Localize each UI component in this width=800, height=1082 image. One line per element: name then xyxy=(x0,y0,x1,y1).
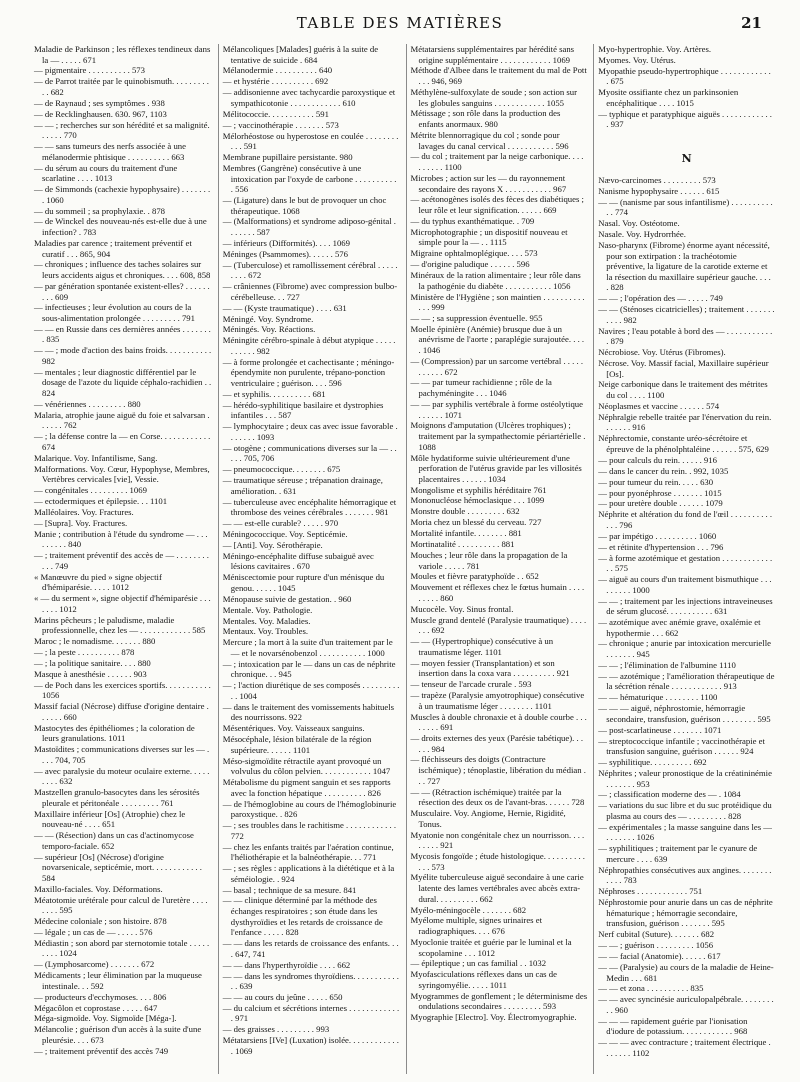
index-entry: — — par tumeur rachidienne ; rôle de la pachyméningite . . . 1046 xyxy=(410,377,552,399)
index-entry: — — — rapidement guérie par l'ionisation d'iodure de potassium. . . . . . . . . . . . 968 xyxy=(598,1015,748,1037)
index-entry: — — est-elle curable? . . . . . 970 xyxy=(222,518,339,529)
index-entry: Mononucléose hémoclasique . . . 1099 xyxy=(410,495,545,506)
index-entry: — — ; guérison . . . . . . . . . 1056 xyxy=(598,940,714,951)
index-entry: Muscles à double chronaxie et à double courbe . . . . . . . . 691 xyxy=(410,711,587,733)
index-entry: — — et zona . . . . . . . . . . 835 xyxy=(598,983,704,994)
index-entry: Méningo-encéphalite diffuse subaiguë avec lésions cavitaires . 670 xyxy=(222,550,374,572)
index-entry: — de l'hémoglobine au cours de l'hémoglobinurie paroxystique. . 826 xyxy=(222,798,397,820)
index-entry: Musculaire. Voy. Angiome, Hernie, Rigidité, Tonus. xyxy=(410,808,566,829)
index-entry: « Manœuvre du pied » signe objectif d'hémiparésie. . . . . 1012 xyxy=(34,571,162,593)
index-entry: Marins pêcheurs ; le paludisme, maladie professionnelle, chez les — . . . . . . . . . . . . 585 xyxy=(34,614,206,636)
index-entry: Mésentériques. Voy. Vaisseaux sanguins. xyxy=(222,723,365,734)
index-entry: — de Poch dans les exercices sportifs. . . . . . . . . . . 1056 xyxy=(34,679,211,701)
index-entry: — (Compression) par un sarcome vertébral . . . . . . . . . . . 672 xyxy=(410,355,583,377)
index-entry: — des graisses . . . . . . . . . 993 xyxy=(222,1024,330,1035)
index-entry: — chronique ; anurie par intoxication mercurielle . . . . . . . 945 xyxy=(598,638,771,660)
index-entry: Mastoïdites ; communications diverses sur les — . . . . 704, 705 xyxy=(34,744,210,765)
index-entry: — — en Russie dans ces dernières années . . . . . . . . 835 xyxy=(34,323,211,345)
index-entry: — [Anti]. Voy. Sérothérapie. xyxy=(222,539,323,550)
index-entry: Nécrobiose. Voy. Utérus (Fibromes). xyxy=(598,347,726,358)
index-entry: — — — avec contracture ; traitement électrique . . . . . . . 1102 xyxy=(598,1037,771,1058)
index-entry: — — (Hypertrophique) consécutive à un traumatisme léger. 1101 xyxy=(410,636,554,657)
index-entry: Minéraux de la ration alimentaire ; leur rôle dans la pathogénie du diabète . . . . . . . . . . . 1056 xyxy=(410,270,581,291)
index-entry: Membrane pupillaire persistante. 980 xyxy=(222,152,353,163)
index-entry: Neige carbonique dans le traitement des métrites du col . . . . 1100 xyxy=(598,379,768,401)
index-entry: — syphilitique. . . . . . . . . . 692 xyxy=(598,757,707,768)
index-entry: — lymphocytaire ; deux cas avec issue favorable . . . . . . . 1093 xyxy=(222,421,398,442)
index-entry: Navires ; l'eau potable à bord des — . . . . . . . . . . . . 879 xyxy=(598,325,773,347)
index-entry: — expérimentales ; la masse sanguine dans les — . . . . . . . 1026 xyxy=(598,821,772,843)
index-entry: Mélanodermie . . . . . . . . . . 640 xyxy=(222,65,333,76)
index-entry: Malléolaires. Voy. Fractures. xyxy=(34,506,134,517)
page-title: TABLE DES MATIÈRES xyxy=(296,14,504,32)
index-entry: — — dans l'hyperthyroïdie . . . . 662 xyxy=(222,959,351,970)
index-entry: Myélo-méningocèle . . . . . . . 682 xyxy=(410,904,527,915)
index-entry: — streptococcique infantile ; vaccinothérapie et transfusion sanguine, guérison . . . . . . 924 xyxy=(598,735,765,757)
index-entry: Méningite cérébro-spinale à début atypique . . . . . . . . . . . 982 xyxy=(222,335,396,356)
index-entry: — ; traitement préventif des accès 749 xyxy=(34,1045,169,1056)
index-entry: — — (Paralysie) au cours de la maladie de Heine-Medin . . . 681 xyxy=(598,961,774,983)
index-entry: — otogène ; communications diverses sur la — . . . . . 705, 706 xyxy=(222,442,397,464)
index-entry: — variations du suc libre et du suc protéidique du plasma au cours des — . . . . . . . . . 828 xyxy=(598,800,772,821)
index-entry: Nasal. Voy. Ostéotome. xyxy=(598,218,680,229)
index-entry: — ; la politique sanitaire. . . . 880 xyxy=(34,657,151,668)
index-entry: — — ; sa suppression éventuelle. 955 xyxy=(410,313,543,323)
index-entry: Mentales. Voy. Maladies. xyxy=(222,615,311,626)
index-entry: — [Supra]. Voy. Fractures. xyxy=(34,517,128,528)
index-entry: — — (Rétraction ischémique) traitée par la résection des deux os de l'avant-bras. . . . . . 728 xyxy=(410,786,585,808)
index-entry: — ; intoxication par le — dans un cas de néphrite chronique. . . 945 xyxy=(222,658,396,680)
index-entry: Mésocéphale, lésion bilatérale de la région supérieure. . . . . . 1101 xyxy=(222,734,372,755)
index-entry: — ; vaccinothérapie . . . . . . . 573 xyxy=(222,119,339,130)
index-entry: Membres (Gangrène) consécutive à une intoxication par l'oxyde de carbone . . . . . . . . . . . 556 xyxy=(222,162,397,195)
index-entry: Myélome multiple, signes urinaires et radiographiques. . . . 676 xyxy=(410,915,542,937)
index-columns xyxy=(30,44,775,1074)
index-entry: — ; ses troubles dans le rachitisme . . . . . . . . . . . . 772 xyxy=(222,820,396,841)
index-entry: — pour pyonéphrose . . . . . . . 1015 xyxy=(598,487,722,498)
index-entry: — de Parrot traitée par le quinobismuth. . . . . . . . . . . 682 xyxy=(34,76,209,97)
index-entry: Méningococcique. Voy. Septicémie. xyxy=(222,529,348,540)
index-entry: Méninges (Psammomes). . . . . . 576 xyxy=(222,248,348,259)
index-entry: — infectieuses ; leur évolution au cours de la sous-alimentation prolongée . . . . . . . . . 791 xyxy=(34,302,195,323)
index-entry: — tuberculeuse avec encéphalite hémorragique et thrombose des veines cérébrales . . . . . . . 981 xyxy=(222,496,397,518)
index-entry: — du typhus exanthématique. . 709 xyxy=(410,215,535,226)
index-entry: — et rétinite d'hypertension . . . 796 xyxy=(598,541,724,552)
index-entry: Moria chez un blessé du cerveau. 727 xyxy=(410,517,542,528)
index-entry: — du sommeil ; sa prophylaxie. . 878 xyxy=(34,205,166,216)
index-entry: — de Winckel des nouveau-nés est-elle due à une infection? . 783 xyxy=(34,216,207,238)
index-entry: — d'origine paludique . . . . . . 596 xyxy=(410,259,530,270)
index-entry: Méniscectomie pour rupture d'un ménisque du genou. . . . . . 1045 xyxy=(222,572,385,593)
index-entry: — addisonienne avec tachycardie paroxystique et sympathicotonie . . . . . . . . . . . . 610 xyxy=(222,87,396,108)
index-entry: Masque à anesthésie . . . . . . 903 xyxy=(34,668,147,679)
index-entry: Microbes ; action sur les — du rayonnement secondaire des rayons X . . . . . . . . . . . 967 xyxy=(410,172,567,194)
index-entry: Métrite blennorragique du col ; sonde pour lavages du canal cervical . . . . . . . . . . . 596 xyxy=(410,129,569,151)
index-entry: — — facial (Anatomie). . . . . . 617 xyxy=(598,951,721,962)
index-entry: Métabolisme du pigment sanguin et ses rapports avec la fonction hépatique . . . . . . . . . . 826 xyxy=(222,777,391,798)
index-entry: Myélite tuberculeuse aiguë secondaire à une carie latente des lames vertébrales avec abcès extra-dural. . . . . . . . . . 662 xyxy=(410,872,584,904)
index-entry: — (Lymphosarcome) . . . . . . . 672 xyxy=(34,959,155,970)
index-entry: Méningé. Voy. Syndrome. xyxy=(222,313,314,324)
index-entry: — — sans tumeurs des nerfs associée à une mélanodermie phtisique . . . . . . . . . . 663 xyxy=(34,141,186,162)
index-entry: — chez les enfants traités par l'aération continue, l'héliothérapie et la balnéothérapie. . . 771 xyxy=(222,841,394,863)
index-entry: Néphrite et altération du fond de l'œil . . . . . . . . . . . . . 796 xyxy=(598,509,773,530)
index-entry: — — ; traitement par les injections intraveineuses de sérum glucosé. . . . . . . . . . . 631 xyxy=(598,595,773,617)
index-entry: — dans le traitement des vomissements habituels des nourrissons. 922 xyxy=(222,701,395,723)
index-entry: — producteurs d'ecchymoses. . . . 806 xyxy=(34,991,167,1002)
index-entry: Nævo-carcinomes . . . . . . . . . 573 xyxy=(598,174,716,185)
index-entry: — ; traitement préventif des accès de — . . . . . . . . . . . 749 xyxy=(34,550,209,571)
index-entry: Môle hydatiforme suivie ultérieurement d'une perforation de l'utérus gravide par les villosités placentaires . . . . . . 1034 xyxy=(410,452,582,484)
index-entry: — moyen fessier (Transplantation) et son insertion dans la coxa vara . . . . . . . . . . 921 xyxy=(410,657,570,679)
index-entry: Myogrammes de gonflement ; le déterminisme des ondulations secondaires . . . . . . . . . 593 xyxy=(410,990,588,1012)
index-entry: Méatotomie urétérale pour calcul de l'uretère . . . . . . . . 595 xyxy=(34,894,208,916)
index-entry: Myopathie pseudo-hypertrophique . . . . . . . . . . . . . 675 xyxy=(598,65,771,87)
index-entry: Microphotographie ; un dispositif nouveau et simple pour la — . . 1115 xyxy=(410,226,568,248)
index-entry: Mongolisme et syphilis héréditaire 761 xyxy=(410,484,547,495)
index-entry: — ectodermiques et épilepsie. . . 1101 xyxy=(34,496,168,507)
index-entry: — hérédo-syphilitique basilaire et dystrophies infantiles . . . 587 xyxy=(222,399,384,421)
index-entry: Malaria, atrophie jaune aiguë du foie et salvarsan . . . . . . 762 xyxy=(34,409,210,431)
index-entry: Mycosis fongoïde ; étude histologique. . . . . . . . . . . . . 573 xyxy=(410,851,585,872)
index-entry: — — clinique déterminé par la méthode des échanges respiratoires ; son étude dans les dysthyroïdies et les retards de croissance de l'enfance . . . . . 828 xyxy=(222,895,383,938)
index-entry: — acétonogènes isolés des fèces des diabétiques ; leur rôle et leur signification. . . . . . 669 xyxy=(410,194,584,215)
index-entry: Néphralgie rebelle traitée par l'énervation du rein. . . . . . . 916 xyxy=(598,411,772,433)
index-entry: Méga-sigmoïde. Voy. Sigmoïde [Méga-]. xyxy=(34,1013,177,1024)
index-entry: Nanisme hypophysaire . . . . . . 615 xyxy=(598,185,720,196)
index-entry: Moules et fièvre paratyphoïde . . 652 xyxy=(410,571,539,582)
index-entry: Maxillaire inférieur [Os] (Atrophie) chez le nouveau-né . . . . 651 xyxy=(34,808,186,830)
index-entry: Méthode d'Albee dans le traitement du mal de Pott . . . 946, 969 xyxy=(410,65,587,87)
index-entry: Mastzellen granulo-basocytes dans les sérosités pleurale et péritonéale . . . . . . . . . 761 xyxy=(34,787,200,808)
index-entry: Mentaux. Voy. Troubles. xyxy=(222,626,309,637)
index-entry: Médicaments ; leur élimination par la muqueuse intestinale. . . 592 xyxy=(34,970,202,991)
index-entry: — ; classification moderne des — . 1084 xyxy=(598,789,741,800)
index-entry: — inférieurs (Difformités). . . . 1069 xyxy=(222,237,350,248)
index-entry: — pneumococcique. . . . . . . . 675 xyxy=(222,464,341,475)
index-entry: — dans le cancer du rein. . 992, 1035 xyxy=(598,465,729,476)
index-entry: Muscle grand dentelé (Paralysie traumatique) . . . . . . . 692 xyxy=(410,614,587,636)
index-entry: — — au cours du jeûne . . . . . 650 xyxy=(222,991,343,1002)
index-entry: — ; la peste . . . . . . . . . . 878 xyxy=(34,647,135,658)
index-entry: — ; ses règles : applications à la diététique et à la séméiologie. . 924 xyxy=(222,863,395,884)
index-column-4 xyxy=(593,44,775,1074)
index-entry: — fléchisseurs des doigts (Contracture ischémique) ; ténoplastie, libération du médian . . . 727 xyxy=(410,754,586,786)
index-entry: — de Recklinghausen. 630. 967, 1103 xyxy=(34,108,167,119)
index-entry: — — dans les retards de croissance des enfants. . . . 647, 741 xyxy=(222,938,399,959)
index-entry: — — ; mode d'action des bains froids. . . . . . . . . . . 982 xyxy=(34,345,212,366)
index-entry: — et hystérie . . . . . . . . . . 692 xyxy=(222,76,329,87)
index-entry: Myomes. Voy. Utérus. xyxy=(598,54,676,65)
index-entry: « — du serment », signe objectif d'hémiparésie . . . . . . . 1012 xyxy=(34,593,211,614)
index-entry: Néphroses . . . . . . . . . . . . 751 xyxy=(598,886,703,897)
index-entry: Néphrectomie, constante uréo-sécrétoire et épreuve de la phénolphtaléine . . . . . . 575, 629 xyxy=(598,433,769,454)
index-entry: Maladie de Parkinson ; les réflexes tendineux dans la — . . . . . 671 xyxy=(34,44,211,65)
index-entry: — — avec syncinésie auriculopalpébrale. . . . . . . . . . 960 xyxy=(598,994,774,1015)
index-entry: Ministère de l'Hygiène ; son maintien . . . . . . . . . . . . . 999 xyxy=(410,291,585,313)
index-column-3 xyxy=(406,44,588,1074)
index-entry: — tenseur de l'arcade crurale . 593 xyxy=(410,679,532,690)
index-entry: Méthylène-sulfoxylate de soude ; son action sur les globules sanguins . . . . . . . . . . . . 1055 xyxy=(410,86,577,108)
index-entry: — droits externes des yeux (Parésie tabétique). . . . . . 984 xyxy=(410,732,583,754)
index-entry: Maroc ; le nomadisme. . . . . . . 880 xyxy=(34,636,156,647)
index-entry: Méningés. Voy. Réactions. xyxy=(222,324,316,335)
index-entry: Maxillo-faciales. Voy. Déformations. xyxy=(34,883,163,894)
index-entry: Néphropathies consécutives aux angines. . . . . . . . . . . . 783 xyxy=(598,864,772,886)
index-entry: Mélancolie ; guérison d'un accès à la suite d'une pleurésie. . . . 673 xyxy=(34,1024,202,1045)
index-entry: — vénériennes . . . . . . . . . 880 xyxy=(34,398,141,409)
index-entry: — mentales ; leur diagnostic différentiel par le dosage de l'azote du liquide céphalo-rachidien . . 824 xyxy=(34,366,212,399)
index-entry: — ; l'action diurétique de ses composés . . . . . . . . . . . 1004 xyxy=(222,680,400,701)
index-entry: Malarique. Voy. Infantilisme, Sang. xyxy=(34,452,158,463)
index-entry: — — (Sténoses cicatricielles) ; traitement . . . . . . . . . . . 982 xyxy=(598,304,775,325)
index-entry: Médiastin ; son abord par sternotomie totale . . . . . . . . . 1024 xyxy=(34,937,210,959)
index-entry: Mortalité infantile. . . . . . . . 881 xyxy=(410,528,522,539)
index-entry: — — ; l'élimination de l'albumine 1110 xyxy=(598,659,736,670)
index-entry: — du sérum au cours du traitement d'une scarlatine . . . . 1013 xyxy=(34,162,178,184)
index-entry: — (Ligature) dans le but de provoquer un choc thérapeutique. 1068 xyxy=(222,194,387,216)
index-entry: — — (Résection) dans un cas d'actinomycose temporo-faciale. 652 xyxy=(34,830,194,851)
index-entry: Mastocytes des épithéliomes ; la coloration de leurs granulations. 1011 xyxy=(34,722,195,744)
index-entry: — basal ; technique de sa mesure. 841 xyxy=(222,884,357,895)
index-entry: — (Malformations) et syndrome adiposo-génital . . . . . . . 587 xyxy=(222,216,396,238)
index-entry: Migraine ophtalmoplégique. . . . 573 xyxy=(410,248,538,259)
index-entry: — azotémique avec anémie grave, oxalémie et hypothermie . . . 662 xyxy=(598,617,761,638)
index-entry: Néphrites ; valeur pronostique de la créatininémie . . . . . . . 953 xyxy=(598,767,772,789)
page-number: 21 xyxy=(741,14,762,32)
index-entry: — pour calculs du rein. . . . . . 916 xyxy=(598,454,717,465)
index-entry: Myofasciculations réflexes dans un cas de syringomyélie. . . . . 1011 xyxy=(410,969,557,990)
index-entry: — — ; recherches sur son hérédité et sa malignité. . . . . . 770 xyxy=(34,119,210,141)
index-entry: Méso-sigmoïdite rétractile ayant provoqué un volvulus du côlon pelvien. . . . . . . . . . . . 1047 xyxy=(222,755,391,777)
index-entry: Myographie [Electro]. Voy. Électromyographie. xyxy=(410,1012,577,1023)
index-entry: — — (Kyste traumatique) . . . . 631 xyxy=(222,302,347,313)
index-entry: — pour tumeur du rein. . . . . 630 xyxy=(598,476,714,487)
index-entry: — chroniques ; influence des taches solaires sur leurs accidents aigus et chroniques. . . . 608, 858 xyxy=(34,259,211,281)
index-entry: Myatonie non congénitale chez un nourrisson. . . . . . . . . 921 xyxy=(410,829,585,851)
index-entry: — par génération spontanée existent-elles? . . . . . . . . . 609 xyxy=(34,280,210,302)
index-entry: — typhique et paratyphique aiguës . . . . . . . . . . . . . 937 xyxy=(598,108,772,130)
index-entry: — pigmentaire . . . . . . . . . . 573 xyxy=(34,65,145,76)
index-entry: — et syphilis. . . . . . . . . . 681 xyxy=(222,388,326,399)
index-entry: — — (nanisme par sous infantilisme) . . . . . . . . . . . . 774 xyxy=(598,196,773,218)
index-entry: Néoplasmes et vaccine . . . . . . 574 xyxy=(598,400,720,411)
index-entry: Mortinatalité . . . . . . . . . . 881 xyxy=(410,539,515,550)
index-entry: — du calcium et sécrétions internes . . . . . . . . . . . . . 971 xyxy=(222,1002,400,1024)
index-entry: — (Tuberculose) et ramollissement cérébral . . . . . . . . . 672 xyxy=(222,259,398,281)
index-entry: Myo-hypertrophie. Voy. Artères. xyxy=(598,44,712,54)
index-entry: — avec paralysie du moteur oculaire externe. . . . . . . . . 632 xyxy=(34,765,210,787)
index-entry: Moelle épinière (Anémie) brusque due à un anévrisme de l'aorte ; paraplégie surajoutée. . . . . 1046 xyxy=(410,323,585,356)
index-entry: — légale ; un cas de — . . . . . 576 xyxy=(34,926,153,937)
index-entry: Métissage ; son rôle dans la production des enfants anormaux. 980 xyxy=(410,108,561,130)
index-entry: Mercure ; la mort à la suite d'un traitement par le — et le novarsénobenzol . . . . . . . . . . . 1000 xyxy=(222,637,393,658)
index-entry: Naso-pharynx (Fibrome) énorme ayant nécessité, pour son extirpation : la trachéotomie préventive, la ligature de la carotide externe et la résection du maxillaire supérieur gauche. . . . . 828 xyxy=(598,239,771,293)
index-entry: — épileptique ; un cas familial . . 1032 xyxy=(410,958,547,969)
index-entry: — par impétigo . . . . . . . . . . 1060 xyxy=(598,530,717,541)
index-entry: — — par syphilis vertébrale à forme ostéolytique . . . . . . 1071 xyxy=(410,398,583,420)
page-header xyxy=(0,14,800,40)
index-entry: Mentale. Voy. Pathologie. xyxy=(222,604,313,615)
index-entry: — traumatique séreuse ; trépanation drainage, amélioration. . 631 xyxy=(222,475,383,496)
index-entry: — ; la défense contre la — en Corse. . . . . . . . . . . . 674 xyxy=(34,431,211,452)
index-entry: Mouches ; leur rôle dans la propagation de la variole . . . . . 781 xyxy=(410,549,568,571)
index-entry: Nécrose. Voy. Massif facial, Maxillaire supérieur [Os]. xyxy=(598,358,769,379)
index-entry: Nasale. Voy. Hydrorrhée. xyxy=(598,229,686,240)
index-entry: — — — aiguë, néphrostomie, hémorragie secondaire, transfusion, guérison . . . . . . . . 595 xyxy=(598,703,771,724)
index-entry: Mucocèle. Voy. Sinus frontal. xyxy=(410,603,514,614)
index-entry: Nerf cubital (Suture). . . . . . . 682 xyxy=(598,929,715,940)
index-entry: Malformations. Voy. Cœur, Hypophyse, Membres, Vertèbres cervicales [vie], Vessie. xyxy=(34,463,210,485)
index-entry: — trapèze (Paralysie amyotrophique) consécutive à un traumatisme léger . . . . . . . . 1101 xyxy=(410,690,585,711)
index-entry: Myoclonie traitée et guérie par le luminal et la scopolamine . . . 1012 xyxy=(410,936,572,958)
index-entry: — congénitales . . . . . . . . . 1069 xyxy=(34,485,147,496)
index-entry: Mégacôlon et coprostase . . . . . 647 xyxy=(34,1002,158,1013)
index-entry: Ménopause suivie de gestation. . 960 xyxy=(222,593,352,604)
index-entry: Manie ; contribution à l'étude du syndrome — . . . . . . . . . 840 xyxy=(34,528,208,550)
index-entry: — aiguë au cours d'un traitement bismuthique . . . . . . . . . 1000 xyxy=(598,574,772,595)
index-entry: Mélancoliques [Malades] guéris à la suite de tentative de suicide . 684 xyxy=(222,44,379,65)
index-column-1 xyxy=(30,44,212,1074)
index-entry: — de Raynaud ; ses symptômes . 938 xyxy=(34,97,165,108)
index-entry: — à forme azotémique et gestation . . . . . . . . . . . . . . 575 xyxy=(598,552,773,574)
index-entry: — supérieur [Os] (Nécrose) d'origine novarsenicale, septicémie, mort. . . . . . . . . . . . 584 xyxy=(34,851,202,883)
section-letter: N xyxy=(681,151,692,165)
index-entry: Moignons d'amputation (Ulcères trophiques) ; traitement par la sympathectomie périartérielle . 1088 xyxy=(410,420,586,452)
index-entry: — — hématurique . . . . . . . . 1100 xyxy=(598,692,718,703)
index-entry: Métatarsiens [IVe] (Luxation) isolée. . . . . . . . . . . . . 1069 xyxy=(222,1035,399,1056)
index-entry: Mouvement et réflexes chez le fœtus humain . . . . . . . . . 860 xyxy=(410,582,585,603)
index-entry: — — ; l'opération des — . . . . . 749 xyxy=(598,293,723,304)
index-entry: — pour uretère double . . . . . . 1079 xyxy=(598,498,723,509)
index-entry: Massif facial (Nécrose) diffuse d'origine dentaire . . . . . . 660 xyxy=(34,701,209,722)
index-entry: — post-scarlatineuse . . . . . . . 1071 xyxy=(598,724,722,735)
index-entry: — du col ; traitement par la neige carbonique. . . . . . . . . . 1100 xyxy=(410,151,584,173)
index-entry: Monstre double . . . . . . . . . 632 xyxy=(410,506,520,517)
index-entry: — à forme prolongée et cachectisante ; méningo-épendymite non purulente, trépano-ponction ventriculaire ; guérison. . . . 596 xyxy=(222,356,395,389)
index-entry: Mélorhéostose ou hyperostose en coulée . . . . . . . . . . . 591 xyxy=(222,130,399,152)
index-entry: — — azotémique ; l'amélioration thérapeutique de la sécrétion rénale . . . . . . . . . . . . 913 xyxy=(598,670,775,692)
index-entry: Médecine coloniale ; son histoire. 878 xyxy=(34,916,167,927)
index-entry: Néphrostomie pour anurie dans un cas de néphrite hématurique ; hémorragie secondaire, transfusion, guérison . . . . . . . 595 xyxy=(598,897,773,929)
index-entry: — crâniennes (Fibrome) avec compression bulbo-cérébelleuse. . . 727 xyxy=(222,281,398,302)
index-entry: Myosite ossifiante chez un parkinsonien encéphalitique . . . . 1015 xyxy=(598,87,739,108)
index-entry: Métatarsiens supplémentaires par hérédité sans origine supplémentaire . . . . . . . . . . . . 1069 xyxy=(410,44,575,65)
index-entry: — syphilitiques ; traitement par le cyanure de mercure . . . . 639 xyxy=(598,843,758,864)
index-column-2 xyxy=(218,44,400,1074)
index-entry: Mélitococcie. . . . . . . . . . . 591 xyxy=(222,108,329,119)
index-entry: Maladies par carence ; traitement préventif et curatif . . . 865, 904 xyxy=(34,237,192,259)
index-entry: — — dans les syndromes thyroïdiens. . . . . . . . . . . . . 639 xyxy=(222,970,399,992)
index-entry: — de Simmonds (cachexie hypophysaire) . . . . . . . . 1060 xyxy=(34,184,211,205)
